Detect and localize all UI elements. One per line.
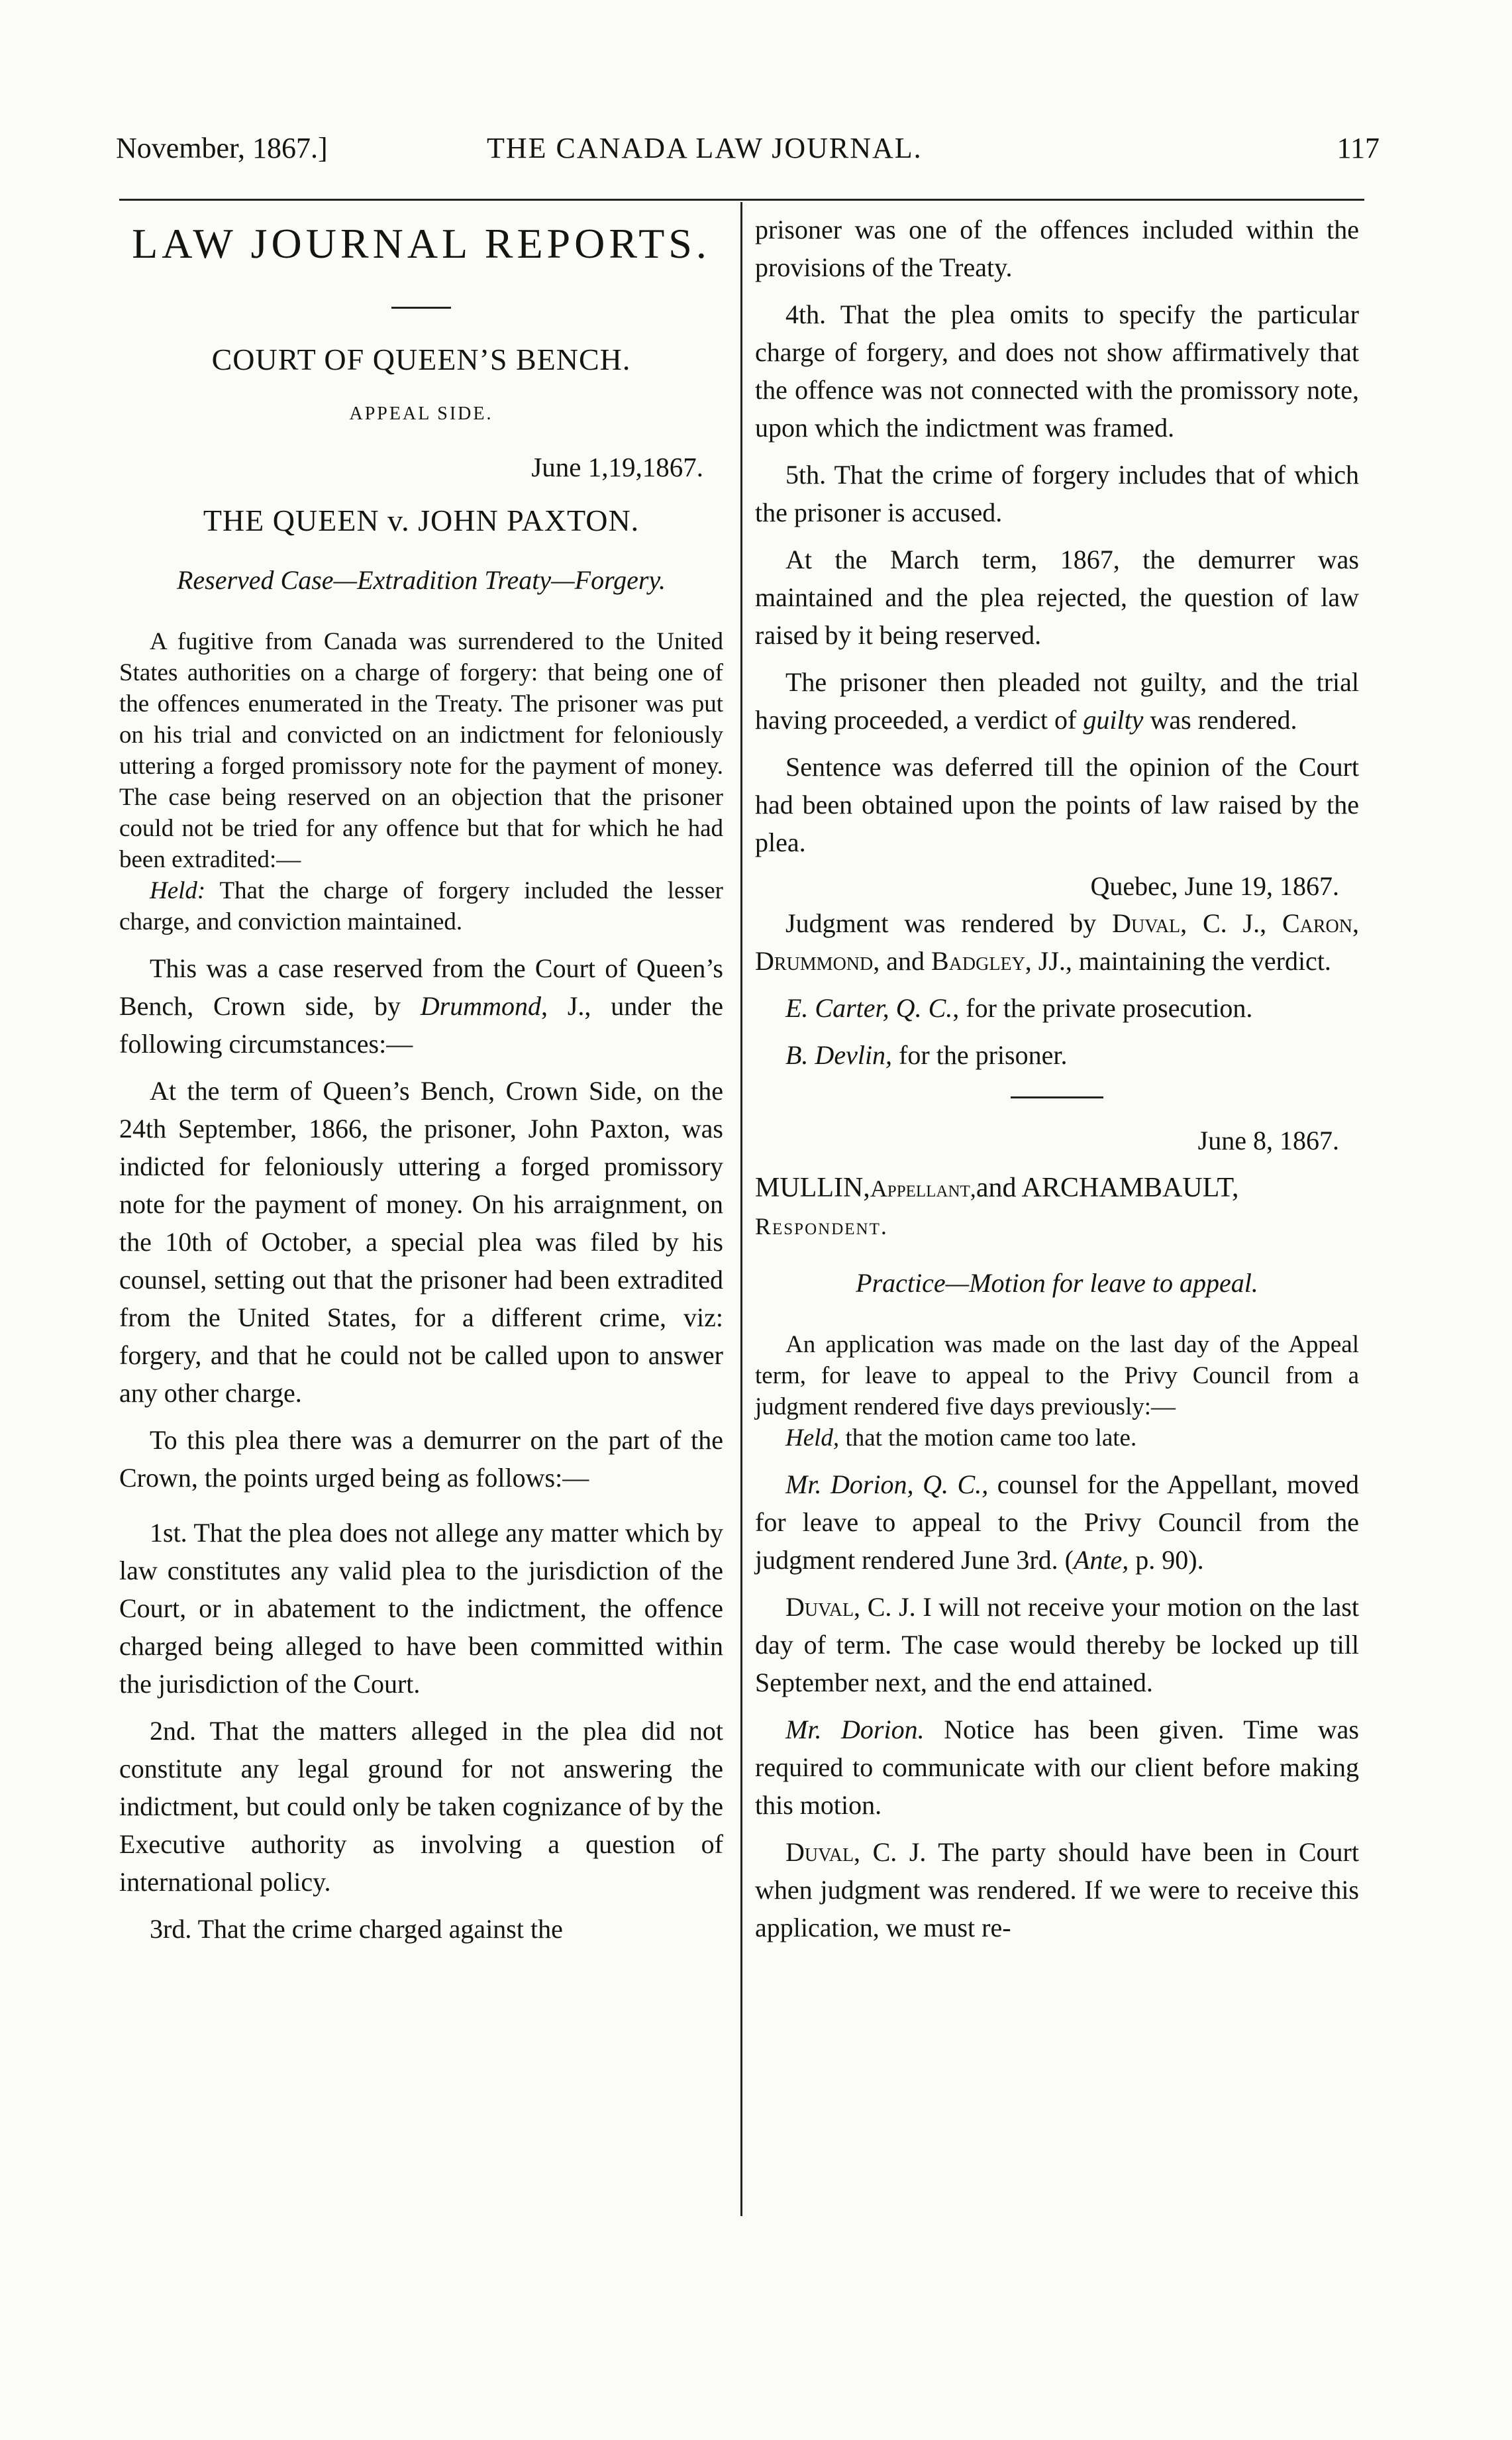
court-name: COURT OF QUEEN’S BENCH. xyxy=(211,343,631,376)
paragraph xyxy=(755,989,1359,1027)
paragraph xyxy=(755,1036,1359,1074)
counsel-name: Mr. Dorion, Q. C., xyxy=(785,1469,989,1499)
party-role: Respondent. xyxy=(755,1213,888,1240)
citation: Ante, xyxy=(1073,1545,1129,1575)
judge-name: Duval xyxy=(785,1592,854,1622)
paragraph: To this plea there was a demurrer on the part of the Crown, the points urged being as follows:— xyxy=(119,1425,723,1493)
party-role: Appellant, xyxy=(870,1175,976,1202)
paragraph: At the term of Queen’s Bench, Crown Side, on the 24th September, 1866, the prisoner, John Paxton, was indicted for feloniously uttering a forged promissory note for the payment of money. On his arraignment, on the 10th of October, a special plea was filed by his counsel, setting out that the prisoner had been extradited from the United States, for a different crime, viz: forgery, and that he could not be called upon to answer any other charge. xyxy=(119,1076,723,1408)
paragraph xyxy=(755,1588,1359,1701)
paragraph: 4th. That the plea omits to specify the particular charge of forgery, and does not show affirmatively that the offence was not connected with the promissory note, upon which the indictment was framed. xyxy=(755,299,1359,443)
paragraph: 2nd. That the matters alleged in the plea did not constitute any legal ground for not answering the indictment, but could only be taken cognizance of by the Executive authority as involving a question of international policy. xyxy=(119,1716,723,1897)
text-run: for the prisoner. xyxy=(892,1040,1068,1070)
paragraph xyxy=(755,904,1359,980)
case-title xyxy=(755,1169,1359,1245)
text-run: , C. J., xyxy=(1180,908,1282,938)
page-number: 117 xyxy=(1336,132,1380,164)
paragraph xyxy=(755,1465,1359,1579)
judgment-date: Quebec, June 19, 1867. xyxy=(1090,871,1339,901)
text-run: , C. J. I will not receive your motion on the last day of term. The case would thereby be locked up till September next, and the end attained. xyxy=(755,1592,1359,1697)
paragraph: 3rd. That the crime charged against the xyxy=(150,1914,563,1944)
case-separator-rule xyxy=(1011,1096,1103,1098)
text-run: Judgment was rendered by xyxy=(785,908,1113,938)
held-label: Held, xyxy=(785,1424,840,1452)
case-syllabus: An application was made on the last day of the Appeal term, for leave to appeal to the Privy Council from a judgment rendered five days previously:— xyxy=(755,1331,1359,1420)
judge-names: Caron, Drummond xyxy=(755,908,1359,976)
text-run: , J., under the following circumstances:— xyxy=(119,991,723,1059)
text-run: , for the private prosecution. xyxy=(952,993,1253,1023)
case-syllabus: A fugitive from Canada was surrendered to the United States authorities on a charge of forgery: that being one of the offences enumerated in the Treaty. The prisoner was put on his trial and convicted on an indictment for feloniously uttering a forged promissory note for the payment of money. The case being reserved on an objection that the prisoner could not be tried for any offence but that for which he had been extradited:— xyxy=(119,628,723,873)
held-paragraph xyxy=(119,875,723,937)
case-keywords: Reserved Case—Extradition Treaty—Forgery. xyxy=(176,565,666,595)
held-paragraph xyxy=(755,1422,1359,1454)
paragraph xyxy=(755,1711,1359,1824)
section-title: LAW JOURNAL REPORTS. xyxy=(132,220,711,267)
judge-name: Drummond xyxy=(420,991,542,1021)
party-name: MULLIN, xyxy=(755,1173,870,1203)
text-run: , JJ., maintaining the verdict. xyxy=(1025,946,1331,976)
text-run: counsel for the Appellant, moved for leave to appeal to the Privy Council from the judgment rendered June 3rd. ( xyxy=(755,1469,1359,1575)
text-run: Notice has been given. Time was required to communicate with our client before making this motion. xyxy=(755,1715,1359,1820)
case-date: June 8, 1867. xyxy=(1197,1126,1339,1155)
paragraph: 1st. That the plea does not allege any matter which by law constitutes any valid plea to the jurisdiction of the Court, or in abatement to the indictment, the offence charged being alleged to have been committed within the jurisdiction of the Court. xyxy=(119,1518,723,1699)
text-run: The prisoner then pleaded not guilty, and the trial having proceeded, a verdict of xyxy=(755,667,1359,735)
court-side: APPEAL SIDE. xyxy=(349,403,493,424)
paragraph: 5th. That the crime of forgery includes that of which the prisoner is accused. xyxy=(755,460,1359,527)
counsel-name: B. Devlin, xyxy=(785,1040,893,1070)
paragraph xyxy=(119,949,723,1063)
paragraph xyxy=(755,1833,1359,1946)
left-column xyxy=(119,211,723,1957)
title-rule xyxy=(391,307,451,309)
case-date: June 1,19,1867. xyxy=(531,452,703,482)
right-column xyxy=(755,211,1359,1956)
text-run: , and xyxy=(873,946,932,976)
column-divider xyxy=(740,202,742,2216)
text-run: This was a case reserved from the Court of Queen’s Bench, Crown side, by xyxy=(119,953,723,1021)
case-keywords: Practice—Motion for leave to appeal. xyxy=(856,1268,1258,1298)
paragraph: At the March term, 1867, the demurrer was maintained and the plea rejected, the question of law raised by it being reserved. xyxy=(755,545,1359,650)
text-run: , C. J. The party should have been in Court when judgment was rendered. If we were to receive this application, we must re- xyxy=(755,1837,1359,1942)
paragraph xyxy=(755,663,1359,739)
counsel-name: E. Carter, Q. C. xyxy=(785,993,953,1023)
text-run: was rendered. xyxy=(1143,705,1297,735)
counsel-name: Mr. Dorion. xyxy=(785,1715,925,1744)
paragraph: Sentence was deferred till the opinion of the Court had been obtained upon the points of law raised by the plea. xyxy=(755,752,1359,857)
header-rule xyxy=(119,199,1364,201)
running-head xyxy=(116,131,1380,171)
case-title: THE QUEEN v. JOHN PAXTON. xyxy=(203,504,640,537)
held-text: That the charge of forgery included the lesser charge, and conviction maintained. xyxy=(119,877,723,935)
party-name: and ARCHAMBAULT, xyxy=(976,1173,1239,1203)
judge-name: Badgley xyxy=(931,946,1025,976)
text-run: p. 90). xyxy=(1129,1545,1204,1575)
journal-title: THE CANADA LAW JOURNAL. xyxy=(487,132,923,164)
judge-name: Duval xyxy=(1112,908,1181,938)
header-date: November, 1867.] xyxy=(116,132,328,164)
held-label: Held: xyxy=(150,877,206,904)
paragraph: prisoner was one of the offences included within the provisions of the Treaty. xyxy=(755,215,1359,282)
held-text: that the motion came too late. xyxy=(839,1424,1137,1452)
judge-name: Duval xyxy=(785,1837,854,1867)
verdict: guilty xyxy=(1083,705,1144,735)
